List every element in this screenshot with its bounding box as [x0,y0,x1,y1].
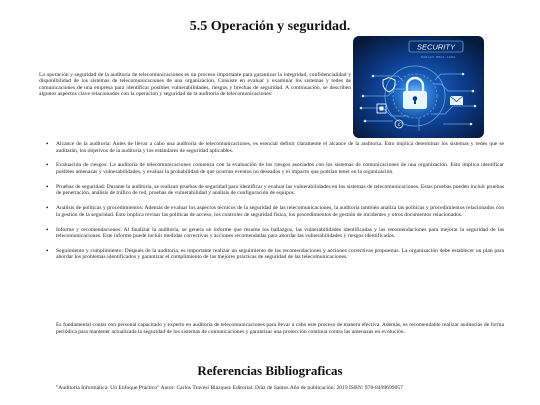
security-illustration [353,36,484,138]
list-item: • Análisis de políticas y procedimientos: Además de evaluar los aspectos técnicos de la seguridad de las telecomunicaciones, la auditoría también analiza las políticas y procedimientos relacionados con la gestión de la seguridad. Esto implica revisar las políticas de acceso, los controles de seguridad física, los procedimientos de gestión de incidentes y otros documentos relacionados. [39,205,504,218]
references-heading: Referencias Bibliograficas [197,363,343,378]
section-heading: 5.5 Operación y seguridad. [189,19,351,34]
cybersecurity-image [353,36,484,138]
list-item: • Informe y recomendaciones: Al finalizar la auditoría, se genera un informe que resume los hallazgos, las vulnerabilidades identificadas y las recomendaciones para mejorar la seguridad de las telecomunicaciones. Este informe puede incluir medidas correctivas y acciones recomendadas para abordar las vulnerabilidades y riesgos identificados. [39,227,504,240]
closing-paragraph: Es fundamental contar con personal capacitado y experto en auditoría de telecomunicaciones para llevar a cabo este proceso de manera efectiva. Además, es recomendable realizar auditorías de forma periódica para mantener actualizada la seguridad de los sistemas de comunicaciones y garantizar una protección continua contra las amenazas en evolución. [56,322,504,335]
svg-text:c: c [397,122,401,128]
envelope-icon [450,96,463,105]
reference-entry: "Auditoría Informática: Un Enfoque Práctico" Autor: Carlos Travesí Blázquez Editorial: Díaz de Santos Año de publicación: 2019 ISBN: 978-8499699057 [56,385,403,391]
key-aspects-list [39,141,504,269]
list-item: • Alcance de la auditoría: Antes de llevar a cabo una auditoría de telecomunicaciones, es esencial definir claramente el alcance de la auditoría. Esto implica determinar los sistemas y redes que se auditarán, los objetivos de la auditoría y los estándares de seguridad aplicables. [39,141,504,154]
intro-paragraph: La operación y seguridad de la auditoria de telecomunicaciones es un proceso importante para garantizar la integridad, confidencialidad y disponibilidad de los sistemas de telecomunicaciones de una organización. Consiste en evaluar y examinar los sistemas y redes de comunicaciones de una empresa para identificar posibles vulnerabilidades, riesgos y brechas de seguridad. A continuación, se describen algunos aspectos clave relacionados con la operación y seguridad de la auditoria de telecomunicaciones: [39,72,351,98]
security-banner-text: SECURITY [417,42,455,52]
list-item: • Pruebas de seguridad: Durante la auditoría, se realizan pruebas de seguridad para identificar y evaluar las vulnerabilidades en los sistemas de telecomunicaciones. Estas pruebas pueden incluir pruebas de penetración, análisis de tráfico de red, pruebas de vulnerabilidad y análisis de configuración de equipos. [39,184,504,197]
binary-text: 010110 0011 1101 [420,56,456,60]
list-item: • Evaluación de riesgos: La auditoría de telecomunicaciones comienza con la evaluación de los riesgos asociados con los sistemas de comunicaciones de una organización. Esto implica identificar posibles amenazas y vulnerabilidades, y evaluar la probabilidad de que ocurran eventos no deseados y el impacto que podrían tener en la organización. [39,162,504,175]
list-item: • Seguimiento y cumplimiento: Después de la auditoría, es importante realizar un seguimiento de las recomendaciones y acciones correctivas propuestas. La organización debe establecer un plan para abordar los problemas identificados y garantizar el cumplimiento de las mejores prácticas de seguridad de las telecomunicaciones. [39,248,504,261]
